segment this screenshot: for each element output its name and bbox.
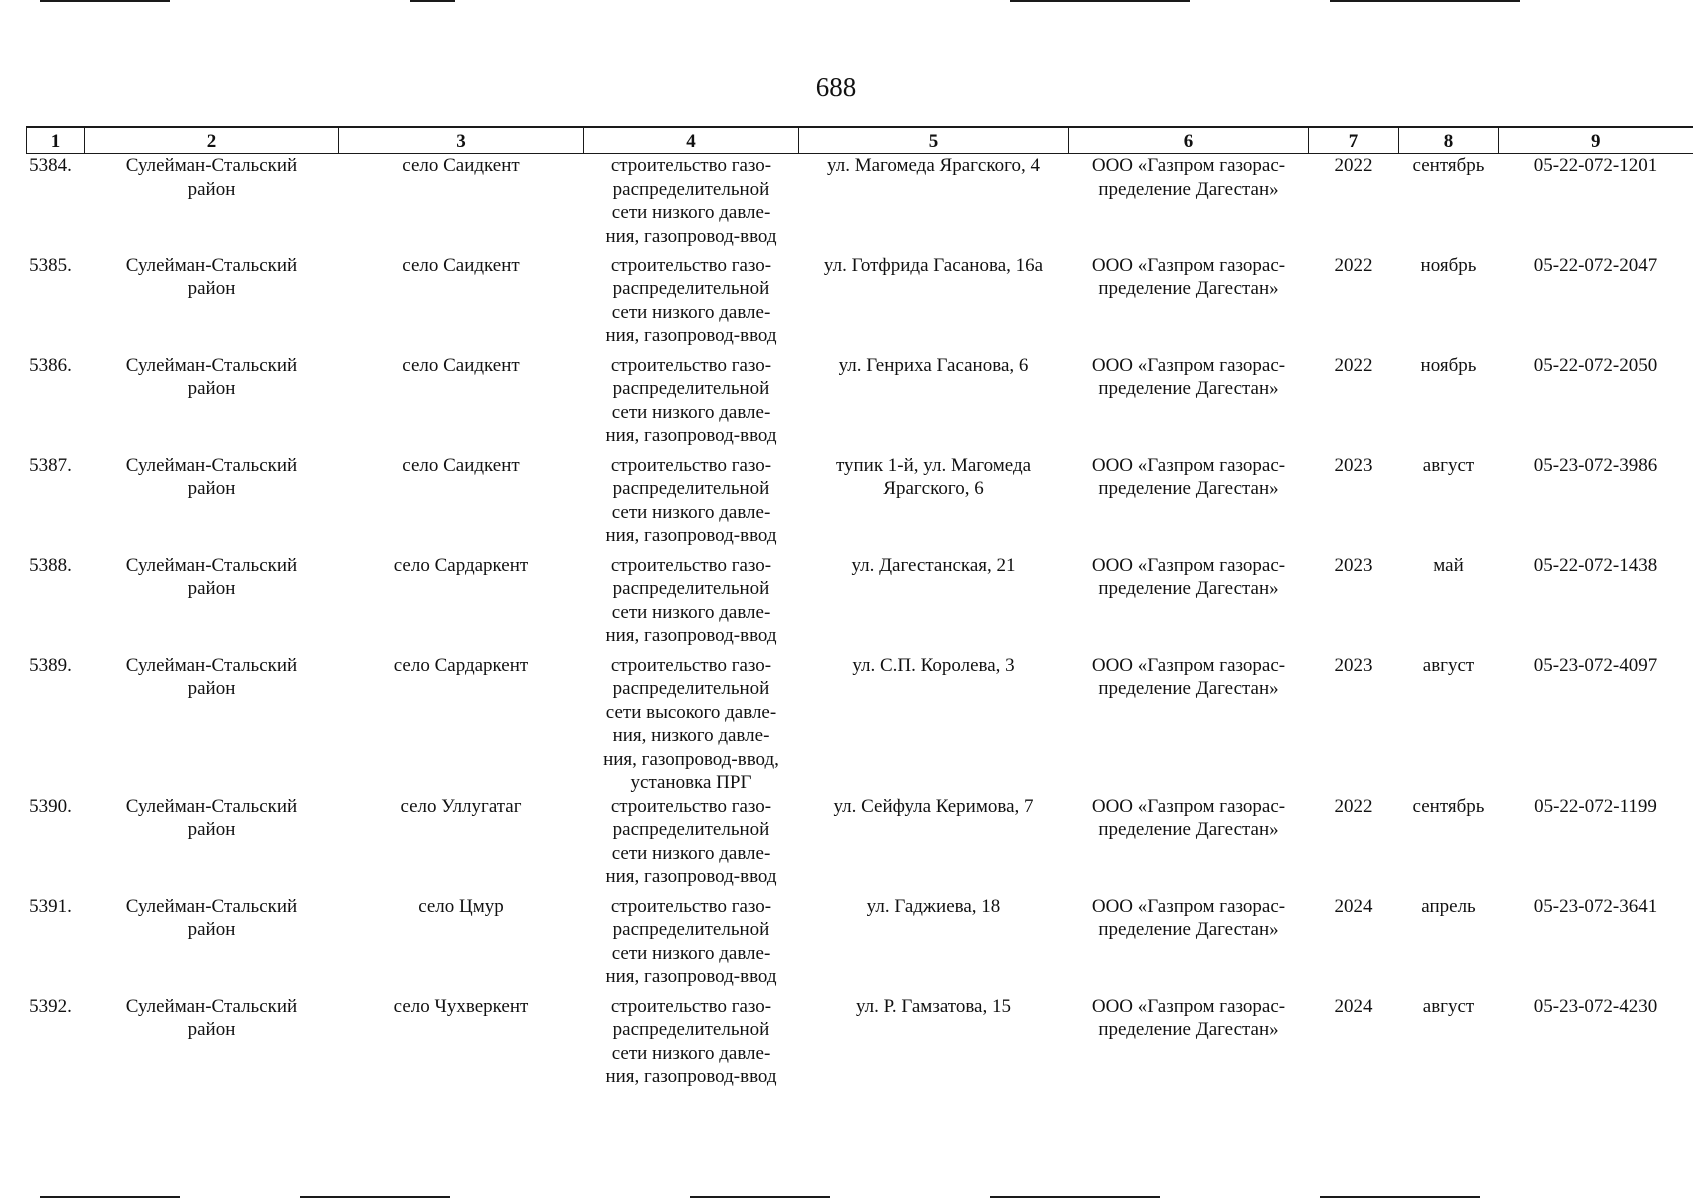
work-description-cell-line: сети низкого давле- <box>611 601 771 623</box>
organization-cell <box>1069 154 1309 254</box>
page-number: 688 <box>815 72 857 102</box>
work-description-cell-line: ния, газопровод-ввод, <box>603 748 779 770</box>
address-cell <box>799 795 1069 895</box>
district-cell-line: Сулейман-Стальский <box>125 895 298 917</box>
month-cell <box>1399 795 1499 895</box>
work-description-cell-line: сети низкого давле- <box>611 942 771 964</box>
table-row <box>27 654 1693 795</box>
settlement-cell-line: село Саидкент <box>402 354 520 376</box>
month-cell <box>1399 654 1499 795</box>
district-cell-line: район <box>187 278 236 299</box>
organization-cell-line: ООО «Газпром газорас- <box>1091 554 1286 576</box>
row-number-line: 5391. <box>29 895 72 917</box>
work-description-cell-line: установка ПРГ <box>630 772 752 793</box>
code-cell <box>1499 895 1693 995</box>
organization-cell-line: ООО «Газпром газорас- <box>1091 795 1286 817</box>
table-row <box>27 795 1693 895</box>
column-header-5: 5 <box>799 127 1069 154</box>
settlement-cell-line: село Сардаркент <box>393 654 529 676</box>
header-row <box>27 127 1693 154</box>
code-cell-line: 05-23-072-4230 <box>1533 995 1658 1017</box>
work-description-cell-line: сети низкого давле- <box>611 202 771 223</box>
district-cell-line: район <box>187 919 236 940</box>
work-description-cell-line: ния, газопровод-ввод <box>605 966 777 987</box>
organization-cell-line: ООО «Газпром газорас- <box>1091 155 1286 176</box>
settlement-cell <box>339 354 584 454</box>
address-cell <box>799 995 1069 1095</box>
row-number-line: 5390. <box>29 795 72 817</box>
table-row <box>27 254 1693 354</box>
table-row <box>27 354 1693 454</box>
code-cell <box>1499 254 1693 354</box>
district-cell <box>85 154 339 254</box>
district-cell-line: район <box>187 478 236 499</box>
settlement-cell-line: село Саидкент <box>402 155 520 176</box>
row-number-line: 5392. <box>29 995 72 1017</box>
work-description-cell-line: сети низкого давле- <box>611 401 771 423</box>
district-cell <box>85 995 339 1095</box>
work-description-cell <box>584 154 799 254</box>
month-cell-line: август <box>1422 654 1475 676</box>
address-cell <box>799 254 1069 354</box>
work-description-cell-line: ния, низкого давле- <box>612 725 770 746</box>
work-description-cell-line: строительство газо- <box>610 354 772 376</box>
settlement-cell-line: село Цмур <box>418 895 504 917</box>
district-cell-line: Сулейман-Стальский <box>125 454 298 476</box>
settlement-cell <box>339 895 584 995</box>
settlement-cell <box>339 554 584 654</box>
month-cell <box>1399 895 1499 995</box>
settlement-cell-line: село Саидкент <box>402 254 520 276</box>
month-cell-line: ноябрь <box>1420 254 1477 276</box>
organization-cell <box>1069 654 1309 795</box>
district-cell-line: Сулейман-Стальский <box>125 995 298 1017</box>
year-cell-line: 2024 <box>1334 895 1373 917</box>
table-body <box>27 154 1693 1095</box>
organization-cell <box>1069 554 1309 654</box>
month-cell-line: апрель <box>1421 895 1476 917</box>
settlement-cell-line: село Чухверкент <box>393 995 529 1017</box>
code-cell <box>1499 454 1693 554</box>
code-cell <box>1499 554 1693 654</box>
organization-cell <box>1069 454 1309 554</box>
scan-edge-line <box>1010 0 1190 2</box>
work-description-cell-line: сети низкого давле- <box>611 1042 771 1064</box>
scan-edge-line <box>990 1196 1160 1198</box>
district-cell <box>85 454 339 554</box>
organization-cell <box>1069 354 1309 454</box>
month-cell-line: август <box>1422 995 1475 1017</box>
district-cell-line: район <box>187 678 236 699</box>
work-description-cell-line: строительство газо- <box>610 895 772 917</box>
work-description-cell <box>584 254 799 354</box>
code-cell-line: 05-23-072-3986 <box>1533 454 1658 476</box>
table-row <box>27 895 1693 995</box>
district-cell-line: район <box>187 578 236 599</box>
organization-cell-line: пределение Дагестан» <box>1098 378 1279 399</box>
column-header-1: 1 <box>27 127 85 154</box>
month-cell <box>1399 354 1499 454</box>
work-description-cell-line: строительство газо- <box>610 155 772 176</box>
work-description-cell-line: сети высокого давле- <box>605 701 777 723</box>
district-cell <box>85 554 339 654</box>
month-cell <box>1399 254 1499 354</box>
column-header-4: 4 <box>584 127 799 154</box>
work-description-cell-line: распределительной <box>612 178 770 200</box>
settlement-cell <box>339 795 584 895</box>
organization-cell-line: ООО «Газпром газорас- <box>1091 354 1286 376</box>
district-cell-line: район <box>187 1019 236 1040</box>
row-number <box>27 454 85 554</box>
code-cell-line: 05-22-072-1199 <box>1534 795 1657 817</box>
table-row <box>27 554 1693 654</box>
code-cell <box>1499 154 1693 254</box>
organization-cell-line: ООО «Газпром газорас- <box>1091 254 1286 276</box>
work-description-cell-line: ния, газопровод-ввод <box>605 325 777 346</box>
address-cell-line: ул. Магомеда Ярагского, 4 <box>827 155 1040 176</box>
scan-edge-line <box>40 0 170 2</box>
settlement-cell <box>339 654 584 795</box>
address-cell <box>799 354 1069 454</box>
district-cell-line: район <box>187 178 236 200</box>
year-cell-line: 2024 <box>1334 995 1373 1017</box>
month-cell <box>1399 154 1499 254</box>
code-cell-line: 05-23-072-3641 <box>1533 895 1658 917</box>
table-row <box>27 995 1693 1095</box>
work-description-cell-line: распределительной <box>612 678 770 699</box>
work-description-cell-line: сети низкого давле- <box>611 842 771 864</box>
address-cell-line: ул. Дагестанская, 21 <box>851 554 1016 576</box>
work-description-cell-line: строительство газо- <box>610 795 772 817</box>
district-cell <box>85 795 339 895</box>
work-description-cell-line: строительство газо- <box>610 554 772 576</box>
year-cell-line: 2023 <box>1334 554 1373 576</box>
year-cell <box>1309 254 1399 354</box>
work-description-cell-line: распределительной <box>612 478 770 499</box>
settlement-cell-line: село Сардаркент <box>393 554 529 576</box>
organization-cell-line: ООО «Газпром газорас- <box>1091 454 1286 476</box>
organization-cell-line: пределение Дагестан» <box>1098 278 1279 299</box>
code-cell-line: 05-23-072-4097 <box>1533 654 1658 676</box>
month-cell <box>1399 454 1499 554</box>
work-description-cell-line: строительство газо- <box>610 654 772 676</box>
district-cell <box>85 654 339 795</box>
settlement-cell-line: село Уллугатаг <box>400 795 522 817</box>
work-description-cell <box>584 654 799 795</box>
organization-cell-line: пределение Дагестан» <box>1098 678 1279 699</box>
work-description-cell-line: ния, газопровод-ввод <box>605 866 777 887</box>
row-number <box>27 654 85 795</box>
district-cell <box>85 254 339 354</box>
settlement-cell-line: село Саидкент <box>402 454 520 476</box>
year-cell <box>1309 154 1399 254</box>
district-cell-line: Сулейман-Стальский <box>125 795 298 817</box>
organization-cell <box>1069 254 1309 354</box>
year-cell-line: 2023 <box>1334 654 1373 676</box>
work-description-cell-line: строительство газо- <box>610 254 772 276</box>
organization-cell-line: ООО «Газпром газорас- <box>1091 995 1286 1017</box>
code-cell-line: 05-22-072-1201 <box>1533 155 1658 176</box>
register-table <box>26 126 1693 1095</box>
scan-edge-line <box>1330 0 1520 2</box>
work-description-cell-line: строительство газо- <box>610 454 772 476</box>
work-description-cell <box>584 354 799 454</box>
year-cell <box>1309 354 1399 454</box>
year-cell <box>1309 995 1399 1095</box>
year-cell-line: 2022 <box>1334 155 1373 176</box>
column-header-6: 6 <box>1069 127 1309 154</box>
address-cell-line: ул. С.П. Королева, 3 <box>852 654 1015 676</box>
month-cell-line: ноябрь <box>1420 354 1477 376</box>
scan-edge-line <box>410 0 455 2</box>
organization-cell <box>1069 895 1309 995</box>
scan-edge-line <box>300 1196 450 1198</box>
address-cell-line: ул. Сейфула Керимова, 7 <box>833 795 1034 817</box>
district-cell <box>85 354 339 454</box>
organization-cell-line: пределение Дагестан» <box>1098 478 1279 499</box>
row-number-line: 5384. <box>29 155 72 176</box>
row-number-line: 5387. <box>29 454 72 476</box>
work-description-cell <box>584 895 799 995</box>
address-cell <box>799 554 1069 654</box>
work-description-cell-line: ния, газопровод-ввод <box>605 1066 777 1087</box>
organization-cell-line: пределение Дагестан» <box>1098 578 1279 599</box>
district-cell-line: Сулейман-Стальский <box>125 155 298 176</box>
month-cell <box>1399 554 1499 654</box>
address-cell-line: ул. Готфрида Гасанова, 16а <box>823 254 1044 276</box>
work-description-cell-line: ния, газопровод-ввод <box>605 625 777 646</box>
code-cell <box>1499 654 1693 795</box>
organization-cell-line: ООО «Газпром газорас- <box>1091 654 1286 676</box>
organization-cell <box>1069 995 1309 1095</box>
work-description-cell-line: распределительной <box>612 378 770 399</box>
settlement-cell <box>339 254 584 354</box>
month-cell-line: сентябрь <box>1412 795 1485 817</box>
work-description-cell-line: ния, газопровод-ввод <box>605 525 777 546</box>
address-cell-line: ул. Р. Гамзатова, 15 <box>856 995 1011 1017</box>
column-header-9: 9 <box>1499 127 1693 154</box>
year-cell <box>1309 654 1399 795</box>
work-description-cell-line: ния, газопровод-ввод <box>605 425 777 446</box>
district-cell-line: район <box>187 819 236 840</box>
scan-edge-line <box>1320 1196 1480 1198</box>
month-cell-line: май <box>1433 554 1464 576</box>
scan-edge-line <box>40 1196 180 1198</box>
district-cell <box>85 895 339 995</box>
organization-cell <box>1069 795 1309 895</box>
work-description-cell <box>584 795 799 895</box>
district-cell-line: Сулейман-Стальский <box>125 554 298 576</box>
organization-cell-line: пределение Дагестан» <box>1098 178 1279 200</box>
address-cell-line: ул. Гаджиева, 18 <box>866 895 1001 917</box>
row-number <box>27 354 85 454</box>
table-row <box>27 454 1693 554</box>
year-cell <box>1309 895 1399 995</box>
address-cell-line: ул. Генриха Гасанова, 6 <box>838 354 1029 376</box>
organization-cell-line: ООО «Газпром газорас- <box>1091 895 1286 917</box>
work-description-cell <box>584 554 799 654</box>
code-cell <box>1499 354 1693 454</box>
address-cell <box>799 654 1069 795</box>
row-number-line: 5388. <box>29 554 72 576</box>
work-description-cell-line: сети низкого давле- <box>611 501 771 523</box>
district-cell-line: Сулейман-Стальский <box>125 254 298 276</box>
code-cell-line: 05-22-072-2050 <box>1533 354 1658 376</box>
work-description-cell-line: ния, газопровод-ввод <box>605 225 777 247</box>
work-description-cell-line: сети низкого давле- <box>611 301 771 323</box>
month-cell <box>1399 995 1499 1095</box>
district-cell-line: Сулейман-Стальский <box>125 654 298 676</box>
work-description-cell-line: строительство газо- <box>610 995 772 1017</box>
district-cell-line: район <box>187 378 236 399</box>
row-number <box>27 254 85 354</box>
year-cell-line: 2022 <box>1334 354 1373 376</box>
column-header-7: 7 <box>1309 127 1399 154</box>
row-number-line: 5389. <box>29 654 72 676</box>
year-cell-line: 2022 <box>1334 795 1373 817</box>
code-cell-line: 05-22-072-2047 <box>1533 254 1658 276</box>
organization-cell-line: пределение Дагестан» <box>1098 1019 1279 1040</box>
work-description-cell-line: распределительной <box>612 919 770 940</box>
code-cell <box>1499 995 1693 1095</box>
address-cell-line: тупик 1-й, ул. Магомеда <box>835 454 1032 476</box>
table-header <box>27 127 1693 154</box>
month-cell-line: август <box>1422 454 1475 476</box>
row-number <box>27 554 85 654</box>
address-cell <box>799 454 1069 554</box>
organization-cell-line: пределение Дагестан» <box>1098 819 1279 840</box>
code-cell-line: 05-22-072-1438 <box>1533 554 1658 576</box>
year-cell <box>1309 554 1399 654</box>
row-number-line: 5385. <box>29 254 72 276</box>
work-description-cell-line: распределительной <box>612 1019 770 1040</box>
row-number-line: 5386. <box>29 354 72 376</box>
work-description-cell <box>584 995 799 1095</box>
year-cell <box>1309 454 1399 554</box>
year-cell-line: 2022 <box>1334 254 1373 276</box>
table-row <box>27 154 1693 254</box>
year-cell-line: 2023 <box>1334 454 1373 476</box>
address-cell <box>799 154 1069 254</box>
work-description-cell-line: распределительной <box>612 278 770 299</box>
work-description-cell-line: распределительной <box>612 578 770 599</box>
scan-edge-line <box>690 1196 830 1198</box>
address-cell-line: Ярагского, 6 <box>883 478 984 499</box>
row-number <box>27 795 85 895</box>
address-cell <box>799 895 1069 995</box>
organization-cell-line: пределение Дагестан» <box>1098 919 1279 940</box>
year-cell <box>1309 795 1399 895</box>
month-cell-line: сентябрь <box>1412 155 1485 176</box>
column-header-8: 8 <box>1399 127 1499 154</box>
code-cell <box>1499 795 1693 895</box>
settlement-cell <box>339 995 584 1095</box>
row-number <box>27 154 85 254</box>
column-header-2: 2 <box>85 127 339 154</box>
settlement-cell <box>339 454 584 554</box>
settlement-cell <box>339 154 584 254</box>
row-number <box>27 995 85 1095</box>
district-cell-line: Сулейман-Стальский <box>125 354 298 376</box>
work-description-cell-line: распределительной <box>612 819 770 840</box>
column-header-3: 3 <box>339 127 584 154</box>
row-number <box>27 895 85 995</box>
work-description-cell <box>584 454 799 554</box>
